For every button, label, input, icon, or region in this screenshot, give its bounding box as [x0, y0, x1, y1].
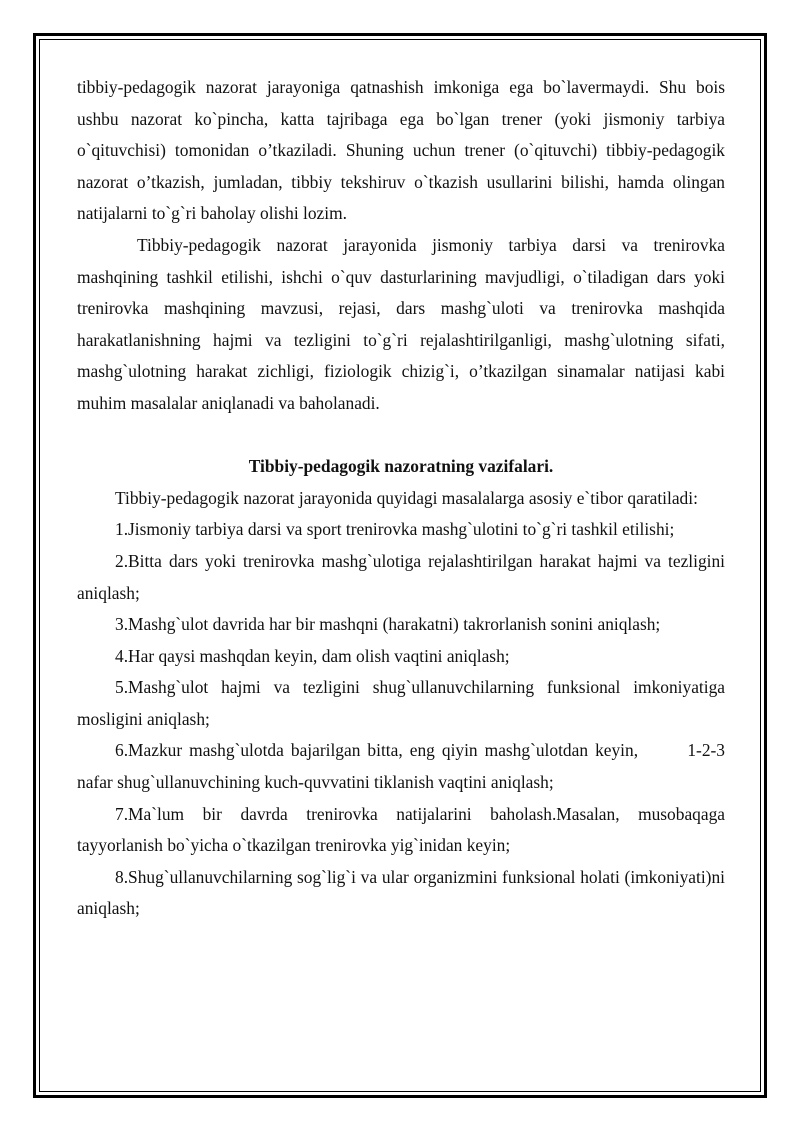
blank-line — [77, 420, 725, 452]
list-item-2: 2.Bitta dars yoki trenirovka mashg`ulotiga rejalashtirilgan harakat hajmi va tezligini aniqlash; — [77, 550, 725, 603]
intro-paragraph: Tibbiy-pedagogik nazorat jarayonida quyidagi masalalarga asosiy e`tibor qaratiladi: — [115, 487, 698, 508]
list-item-8: 8.Shug`ullanuvchilarning sog`lig`i va ular organizmini funksional holati (imkoniyati)ni aniqlash; — [77, 866, 725, 919]
paragraph-1: tibbiy-pedagogik nazorat jarayoniga qatnashish imkoniga ega bo`lavermaydi. Shu bois ushbu nazorat ko`pincha, katta tajribaga ega bo`lgan trener (yoki jismoniy tarbiya o`qituvchisi) tomonidan o’tkaziladi. Shuning uchun trener (o`qituvchi) tibbiy-pedagogik nazorat o’tkazish, jumladan, tibbiy tekshiruv o`tkazish usullarini bilishi, hamda olingan natijalarni to`g`ri baholay olishi lozim. — [77, 77, 725, 224]
list-item-3: 3.Mashg`ulot davrida har bir mashqni (harakatni) takrorlanish sonini aniqlash; — [115, 614, 661, 635]
list-item-7: 7.Ma`lum bir davrda trenirovka natijalarini baholash.Masalan, musobaqaga tayyorlanish bo`yicha o`tkazilgan trenirovka yig`inidan keyin; — [77, 803, 725, 856]
list-item-4: 4.Har qaysi mashqdan keyin, dam olish vaqtini aniqlash; — [115, 645, 510, 666]
document-body — [77, 72, 730, 925]
section-heading: Tibbiy-pedagogik nazoratning vazifalari. — [248, 456, 554, 477]
list-item-1: 1.Jismoniy tarbiya darsi va sport trenirovka mashg`ulotini to`g`ri tashkil etilishi; — [115, 519, 675, 540]
paragraph-2: Tibbiy-pedagogik nazorat jarayonida jismoniy tarbiya darsi va trenirovka mashqining tashkil etilishi, ishchi o`quv dasturlarining mavjudligi, o`tiladigan dars yoki trenirovka mashqining mavzusi, rejasi, dars mashg`uloti va trenirovka mashqida harakatlanishning hajmi va tezligini to`g`ri rejalashtirilganligi, mashg`ulotning sifati, mashg`ulotning harakat zichligi, fiziologik chizig`i, o’tkazilgan sinamalar natijasi kabi muhim masalalar aniqlanadi va baholanadi. — [77, 234, 725, 413]
list-item-6: 6.Mazkur mashg`ulotda bajarilgan bitta, eng qiyin mashg`ulotdan keyin, 1-2-3 nafar shug`ullanuvchining kuch-quvvatini tiklanish vaqtini aniqlash; — [77, 740, 730, 793]
list-item-5: 5.Mashg`ulot hajmi va tezligini shug`ullanuvchilarning funksional imkoniyatiga mosligini aniqlash; — [77, 677, 725, 729]
